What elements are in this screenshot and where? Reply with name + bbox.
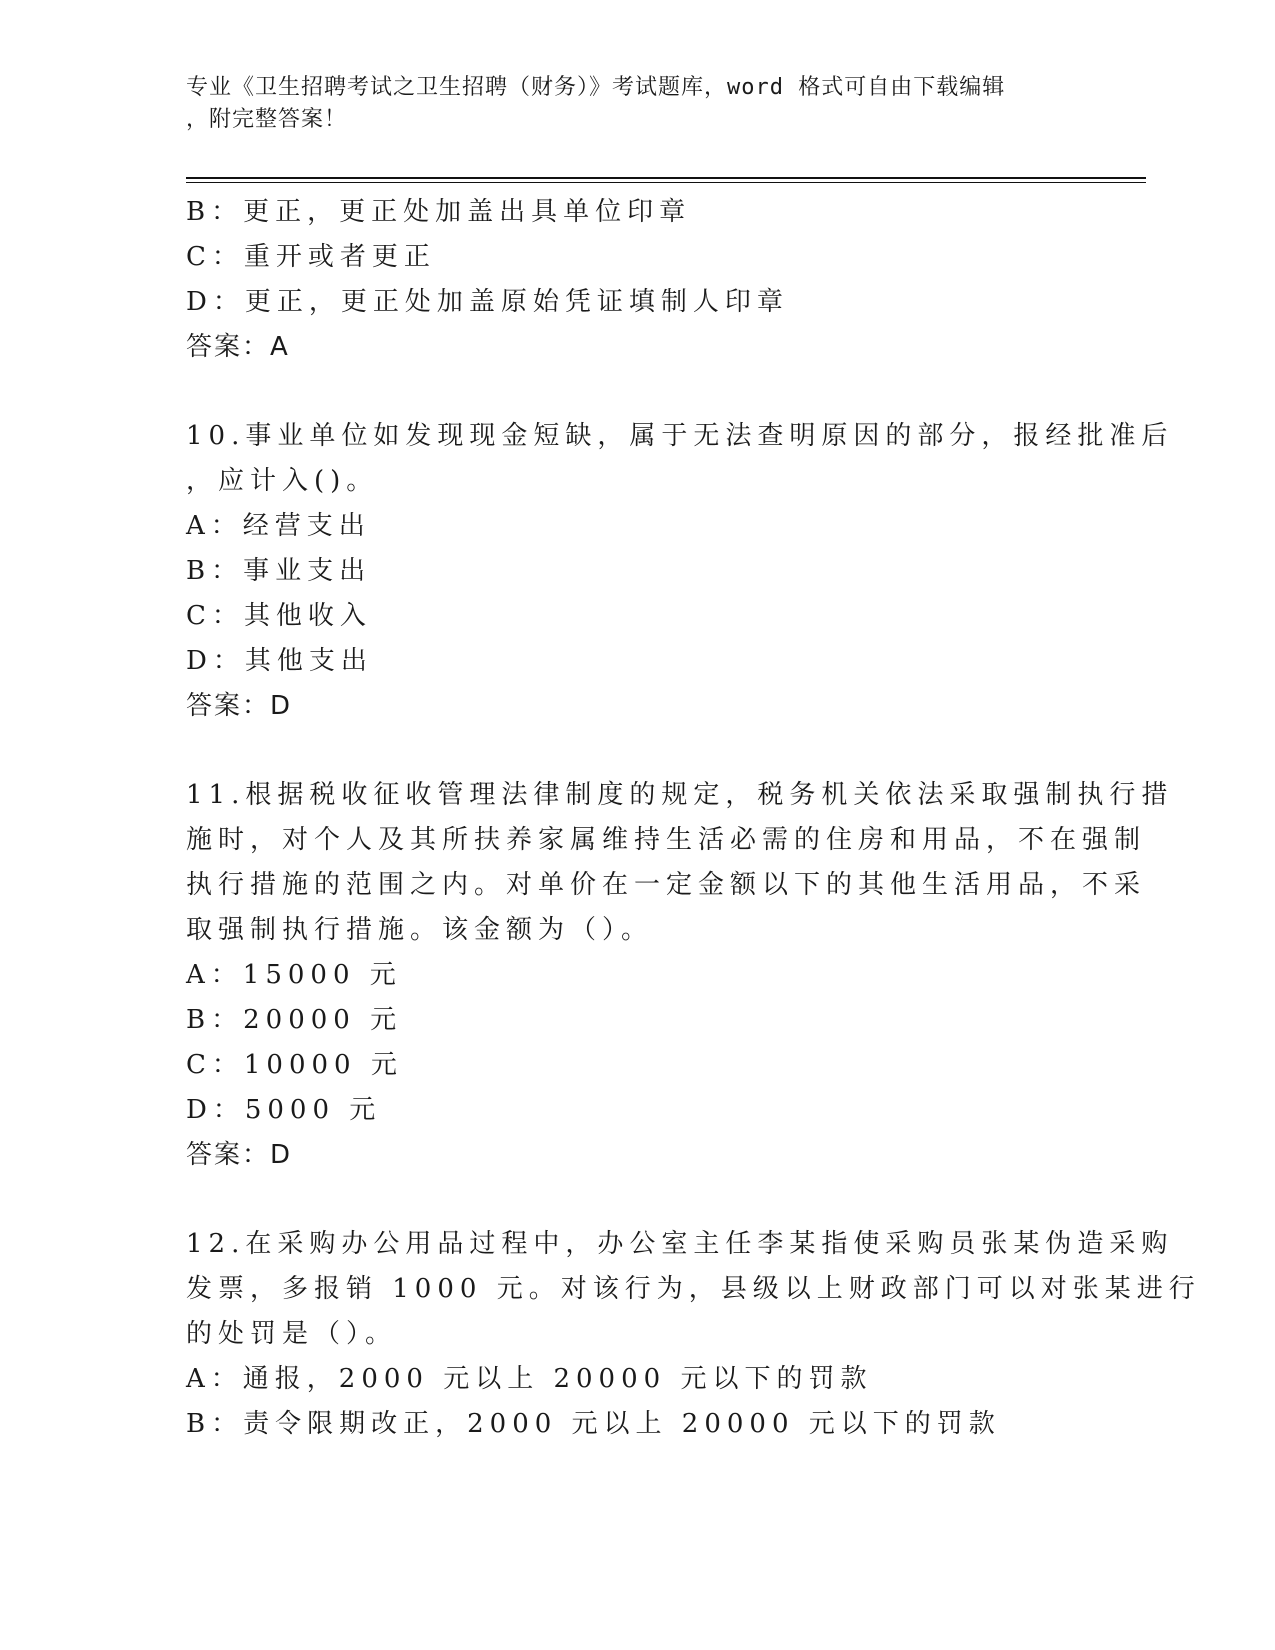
header-divider [186,177,1146,179]
answer-line: 答案：A [186,332,290,362]
question-stem-line: 10.事业单位如发现现金短缺，属于无法查明原因的部分，报经批准后 [186,421,1174,451]
option-b: B：20000 元 [186,1005,403,1035]
option-b: B：责令限期改正，2000 元以上 20000 元以下的罚款 [186,1409,1001,1439]
answer-line: 答案：D [186,691,293,721]
question-list [186,190,1201,1447]
document-header [186,72,1066,136]
question-10 [186,414,1174,729]
question-stem-line: 取强制执行措施。该金额为（）。 [186,915,654,945]
option-a: A：15000 元 [186,960,402,990]
option-c: C：10000 元 [186,1050,403,1080]
option-a: A：通报，2000 元以上 20000 元以下的罚款 [186,1364,873,1394]
question-stem-line: 12.在采购办公用品过程中，办公室主任李某指使采购员张某伪造采购 [186,1229,1174,1259]
option-b: B：更正，更正处加盖出具单位印章 [186,197,692,227]
question-stem-line: 执行措施的范围之内。对单价在一定金额以下的其他生活用品，不采 [186,870,1147,900]
option-c: C：其他收入 [186,601,372,631]
header-line-1: 专业《卫生招聘考试之卫生招聘（财务）》考试题库，word 格式可自由下载编辑 [186,75,1006,100]
question-stem-line: 发票，多报销 1000 元。对该行为，县级以上财政部门可以对张某进行 [186,1274,1201,1304]
option-d: D：其他支出 [186,646,373,676]
option-d: D：更正，更正处加盖原始凭证填制人印章 [186,287,789,317]
option-c: C：重开或者更正 [186,242,436,272]
header-divider-thin [186,182,1146,183]
question-9-tail [186,190,1086,370]
question-11 [186,773,1174,1178]
question-stem-line: 11.根据税收征收管理法律制度的规定，税务机关依法采取强制执行措 [186,780,1174,810]
question-stem-line: ，应计入()。 [186,466,379,496]
header-line-2: ，附完整答案！ [186,107,348,132]
question-stem-line: 施时，对个人及其所扶养家属维持生活必需的住房和用品，不在强制 [186,825,1147,855]
option-a: A：经营支出 [186,511,371,541]
answer-line: 答案：D [186,1140,293,1170]
question-stem-line: 的处罚是（）。 [186,1319,398,1349]
question-12 [186,1222,1201,1447]
option-d: D：5000 元 [186,1095,382,1125]
option-b: B：事业支出 [186,556,372,586]
